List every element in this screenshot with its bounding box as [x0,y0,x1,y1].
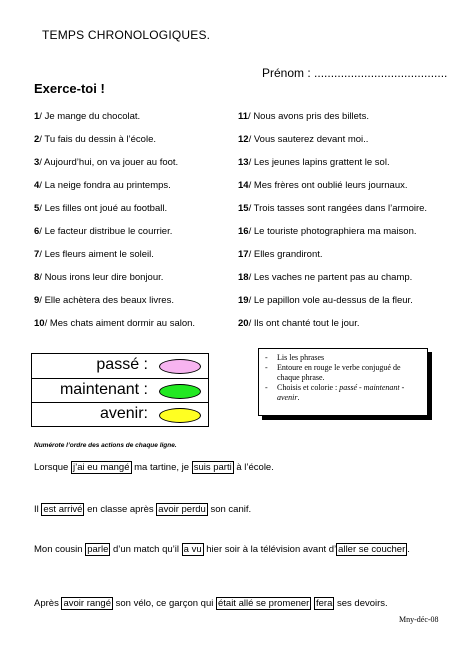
footer-signature: Mny-déc-08 [399,615,439,624]
green-oval-swatch [159,384,201,399]
sentence-item: 12/ Vous sauterez devant moi.. [238,134,369,145]
verb-box: suis parti [193,462,232,473]
instructions-box [258,348,428,416]
yellow-oval-swatch [159,408,201,423]
sentence-item: 1/ Je mange du chocolat. [34,111,141,122]
sentence-item: 15/ Trois tasses sont rangées dans l’armoire. [238,203,428,214]
legend-row-maintenant [32,378,208,403]
exercise-line-1: Lorsque j’ai eu mangé ma tartine, je suis parti à l’école. [34,462,274,473]
sentence-item: 18/ Les vaches ne partent pas au champ. [238,272,413,283]
sentence-item: 9/ Elle achètera des beaux livres. [34,295,174,306]
legend-label: maintenant : [59,381,148,398]
exercise-line-4: Après avoir rangé son vélo, ce garçon qui était allé se promener fera ses devoirs. [34,598,388,609]
legend-row-passe [32,354,208,378]
sentence-item: 19/ Le papillon vole au-dessus de la fleur. [238,295,413,306]
sentence-item: 16/ Le touriste photographiera ma maison. [238,226,417,237]
prenom-field: Prénom : ........................................ [262,66,448,80]
sentence-item: 3/ Aujourd’hui, on va jouer au foot. [34,157,179,168]
sentence-item: 14/ Mes frères ont oublié leurs journaux. [238,180,408,191]
sentence-item: 20/ Ils ont chanté tout le jour. [238,318,360,329]
sentence-item: 7/ Les fleurs aiment le soleil. [34,249,154,260]
exercise-line-2: Il est arrivé en classe après avoir perdu son canif. [34,504,252,515]
instruction-item: - Lis les phrases [277,353,423,363]
verb-box: était allé se promener [217,598,310,609]
verb-box: j’ai eu mangé [72,462,130,473]
sentence-item: 5/ Les filles ont joué au football. [34,203,168,214]
verb-box: aller se coucher [338,544,406,555]
sentence-item: 11/ Nous avons pris des billets. [238,111,369,122]
exercise-line-3: Mon cousin parle d’un match qu’il a vu hier soir à la télévision avant d’ aller se coucher . [34,544,410,555]
sentence-item: 8/ Nous irons leur dire bonjour. [34,272,164,283]
sentence-item: 10/ Mes chats aiment dormir au salon. [34,318,196,329]
verb-box: avoir perdu [158,504,206,515]
legend-label: avenir: [99,405,148,422]
verb-box: est arrivé [43,504,83,515]
verb-box: a vu [183,544,202,555]
verb-box: fera [315,598,333,609]
pink-oval-swatch [159,359,201,374]
verb-box: avoir rangé [63,598,111,609]
exercise-heading: Exerce-toi ! [34,81,105,96]
verb-box: parle [87,544,109,555]
instruction-item: - Choisis et colorie : passé - maintenant - avenir. [277,383,423,403]
color-legend [31,353,209,427]
legend-row-avenir [32,402,208,427]
sentence-item: 2/ Tu fais du dessin à l’école. [34,134,157,145]
sentence-item: 13/ Les jeunes lapins grattent le sol. [238,157,390,168]
numerote-instruction: Numérote l’ordre des actions de chaque ligne. [34,442,177,449]
legend-label: passé : [96,356,148,373]
sentence-item: 17/ Elles grandiront. [238,249,323,260]
instruction-item: - Entoure en rouge le verbe conjugué de chaque phrase. [277,363,423,383]
sentence-item: 6/ Le facteur distribue le courrier. [34,226,173,237]
sentence-item: 4/ La neige fondra au printemps. [34,180,171,191]
page-title: TEMPS CHRONOLOGIQUES. [42,28,211,42]
